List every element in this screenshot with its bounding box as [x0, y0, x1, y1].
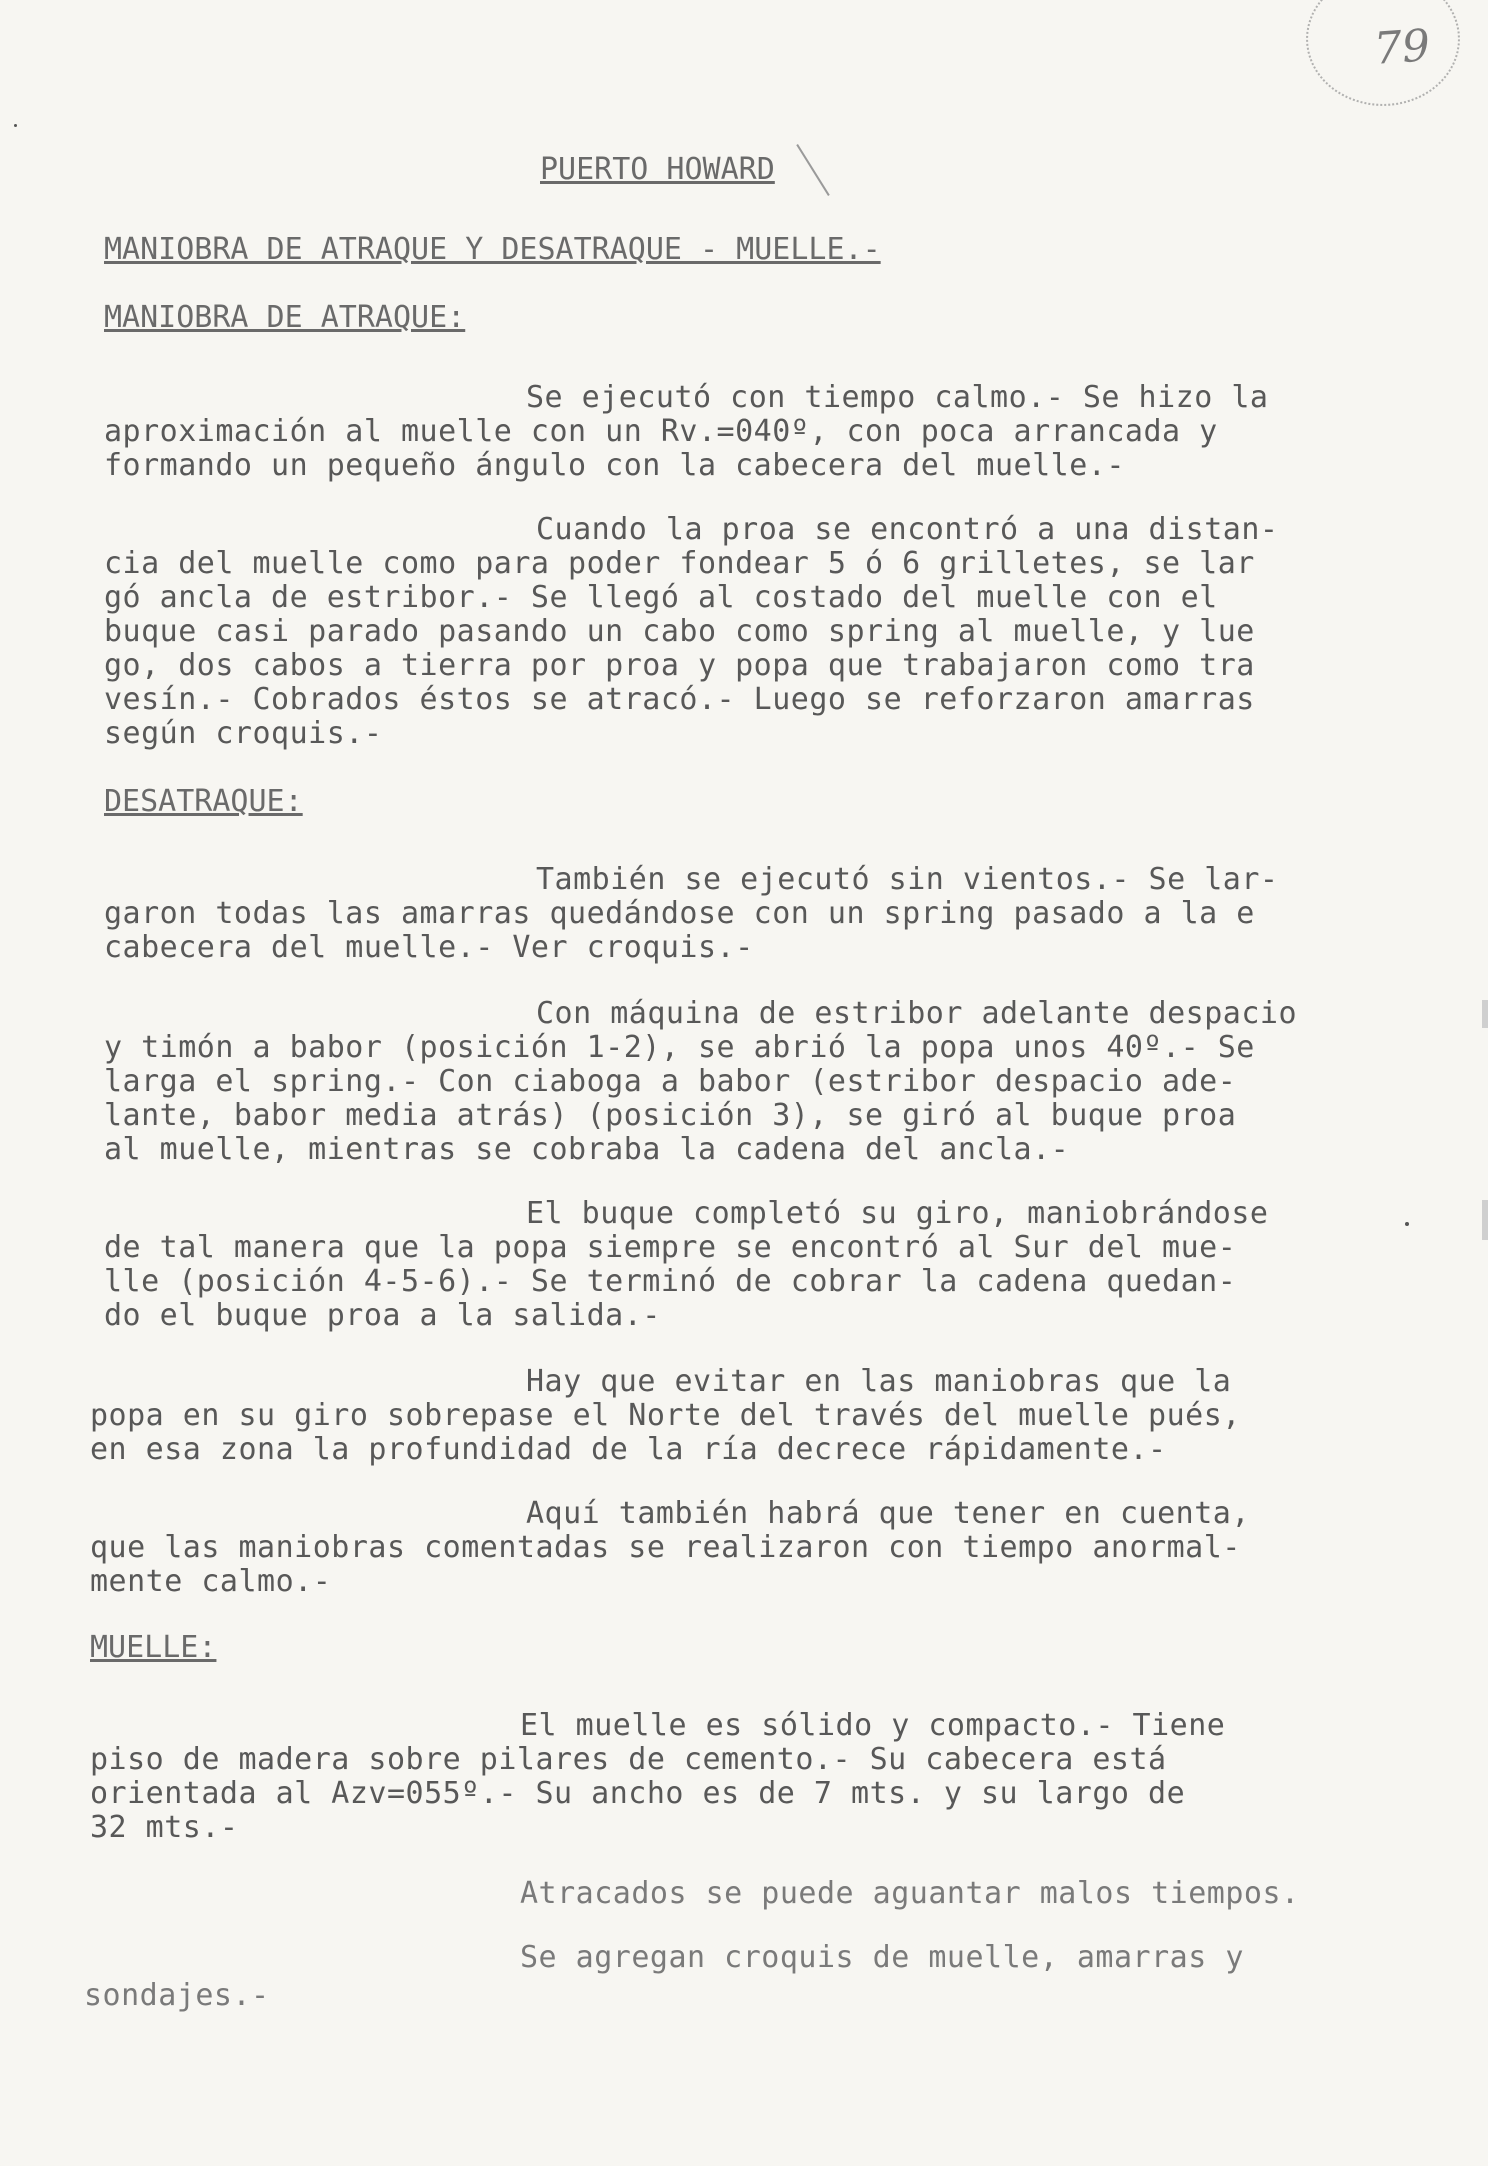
- text-line: que las maniobras comentadas se realizaron con tiempo anormal-: [90, 1530, 1241, 1565]
- ink-speck: [1405, 1222, 1409, 1226]
- text-line: El buque completó su giro, maniobrándose: [526, 1196, 1269, 1231]
- text-line: en esa zona la profundidad de la ría decrece rápidamente.-: [90, 1432, 1167, 1467]
- text-line: Cuando la proa se encontró a una distan-: [536, 512, 1279, 547]
- text-line: aproximación al muelle con un Rv.=040º, con poca arrancada y: [104, 414, 1218, 449]
- heading-muelle: MUELLE:: [90, 1630, 217, 1665]
- text-line: lle (posición 4-5-6).- Se terminó de cobrar la cadena quedan-: [104, 1264, 1237, 1299]
- edge-smudge: [1482, 1000, 1488, 1028]
- document-title: PUERTO HOWARD: [540, 152, 775, 187]
- text-line: También se ejecutó sin vientos.- Se lar-: [536, 862, 1279, 897]
- heading-desatraque: DESATRAQUE:: [104, 784, 303, 819]
- text-line: cabecera del muelle.- Ver croquis.-: [104, 930, 754, 965]
- text-line: orientada al Azv=055º.- Su ancho es de 7 mts. y su largo de: [90, 1776, 1186, 1811]
- text-line: al muelle, mientras se cobraba la cadena del ancla.-: [104, 1132, 1070, 1167]
- heading-main: MANIOBRA DE ATRAQUE Y DESATRAQUE - MUELLE.-: [104, 232, 881, 267]
- text-line: Con máquina de estribor adelante despacio: [536, 996, 1298, 1031]
- text-line: Se agregan croquis de muelle, amarras y: [520, 1940, 1244, 1975]
- text-line: Atracados se puede aguantar malos tiempos.: [520, 1876, 1300, 1911]
- text-line: según croquis.-: [104, 716, 383, 751]
- text-line: de tal manera que la popa siempre se encontró al Sur del mue-: [104, 1230, 1237, 1265]
- page-number: 79: [1372, 20, 1432, 75]
- text-line: Se ejecutó con tiempo calmo.- Se hizo la: [526, 380, 1269, 415]
- pen-mark: [796, 144, 829, 196]
- edge-smudge: [1482, 1200, 1488, 1240]
- text-line: Aquí también habrá que tener en cuenta,: [526, 1496, 1250, 1531]
- text-line: lante, babor media atrás) (posición 3), se giró al buque proa: [104, 1098, 1237, 1133]
- text-line: piso de madera sobre pilares de cemento.- Su cabecera está: [90, 1742, 1167, 1777]
- text-line: go, dos cabos a tierra por proa y popa que trabajaron como tra: [104, 648, 1255, 683]
- text-line: 32 mts.-: [90, 1810, 239, 1845]
- text-line: sondajes.-: [84, 1978, 270, 2013]
- text-line: El muelle es sólido y compacto.- Tiene: [520, 1708, 1226, 1743]
- text-line: garon todas las amarras quedándose con un spring pasado a la e: [104, 896, 1255, 931]
- text-line: mente calmo.-: [90, 1564, 332, 1599]
- heading-atraque: MANIOBRA DE ATRAQUE:: [104, 300, 466, 335]
- text-line: do el buque proa a la salida.-: [104, 1298, 661, 1333]
- text-line: buque casi parado pasando un cabo como spring al muelle, y lue: [104, 614, 1255, 649]
- ink-speck: [14, 124, 17, 127]
- text-line: y timón a babor (posición 1-2), se abrió la popa unos 40º.- Se: [104, 1030, 1255, 1065]
- text-line: larga el spring.- Con ciaboga a babor (estribor despacio ade-: [104, 1064, 1237, 1099]
- text-line: vesín.- Cobrados éstos se atracó.- Luego se reforzaron amarras: [104, 682, 1255, 717]
- text-line: formando un pequeño ángulo con la cabecera del muelle.-: [104, 448, 1125, 483]
- text-line: popa en su giro sobrepase el Norte del través del muelle pués,: [90, 1398, 1241, 1433]
- text-line: gó ancla de estribor.- Se llegó al costado del muelle con el: [104, 580, 1218, 615]
- text-line: Hay que evitar en las maniobras que la: [526, 1364, 1232, 1399]
- text-line: cia del muelle como para poder fondear 5 ó 6 grilletes, se lar: [104, 546, 1255, 581]
